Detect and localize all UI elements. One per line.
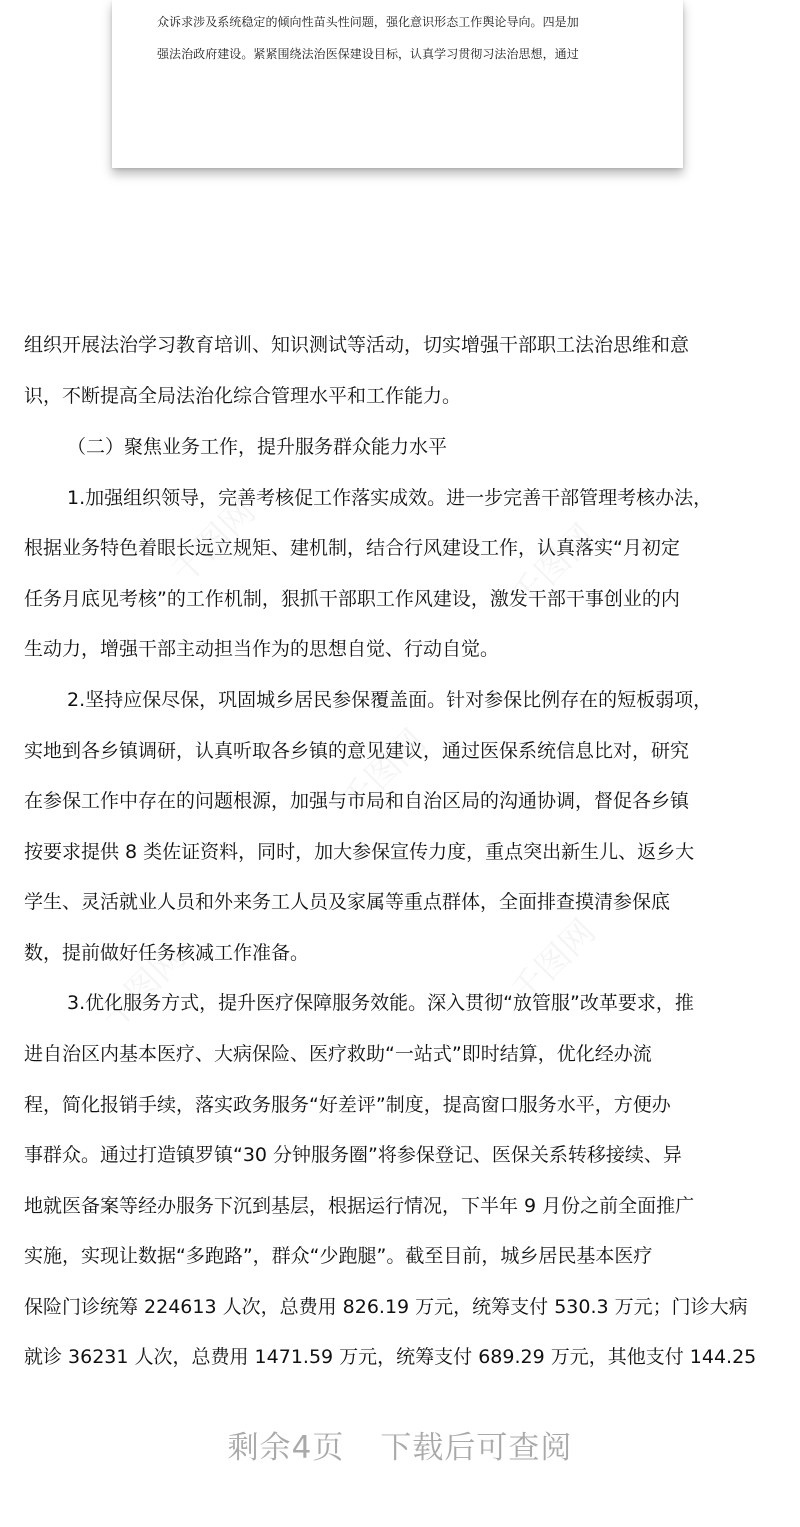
- document-line: 实施，实现让数据“多跑路”，群众“少跑腿”。截至目前，城乡居民基本医疗: [24, 1245, 653, 1267]
- document-line: 1.加强组织领导，完善考核促工作落实成效。进一步完善干部管理考核办法，: [67, 487, 713, 509]
- document-line: 根据业务特色着眼长远立规矩、建机制，结合行风建设工作，认真落实“月初定: [24, 537, 680, 559]
- document-line: 学生、灵活就业人员和外来务工人员及家属等重点群体，全面排查摸清参保底: [24, 891, 671, 913]
- preview-line: 强法治政府建设。紧紧围绕法治医保建设目标，认真学习贯彻习法治思想，通过: [157, 47, 579, 61]
- document-line: 地就医备案等经办服务下沉到基层，根据运行情况，下半年 9 月份之前全面推广: [24, 1195, 695, 1217]
- document-line: 程，简化报销手续，落实政务服务“好差评”制度，提高窗口服务水平，方便办: [24, 1094, 671, 1116]
- document-line: 实地到各乡镇调研，认真听取各乡镇的意见建议，通过医保系统信息比对，研究: [24, 740, 690, 762]
- remaining-pages-label: 剩余4页: [227, 1430, 345, 1466]
- document-line: 数，提前做好任务核减工作准备。: [24, 942, 310, 964]
- document-line: 按要求提供 8 类佐证资料，同时，加大参保宣传力度，重点突出新生儿、返乡大: [24, 841, 695, 863]
- remaining-pages-notice[interactable]: [0, 1428, 800, 1468]
- document-line: 3.优化服务方式，提升医疗保障服务效能。深入贯彻“放管服”改革要求，推: [67, 992, 694, 1014]
- document-line: 2.坚持应保尽保，巩固城乡居民参保覆盖面。针对参保比例存在的短板弱项，: [67, 689, 713, 711]
- preview-page-card: [112, 0, 683, 168]
- preview-line: 众诉求涉及系统稳定的倾向性苗头性问题，强化意识形态工作舆论导向。四是加: [157, 15, 579, 29]
- document-line: 保险门诊统筹 224613 人次，总费用 826.19 万元，统筹支付 530.3 万元；门诊大病: [24, 1296, 748, 1318]
- section-heading: （二）聚焦业务工作，提升服务群众能力水平: [67, 436, 448, 458]
- document-line: 在参保工作中存在的问题根源，加强与市局和自治区局的沟通协调，督促各乡镇: [24, 790, 690, 812]
- download-to-view-label: 下载后可查阅: [380, 1430, 573, 1466]
- document-line: 就诊 36231 人次，总费用 1471.59 万元，统筹支付 689.29 万元，其他支付 144.25: [24, 1346, 757, 1368]
- document-line: 识，不断提高全局法治化综合管理水平和工作能力。: [24, 385, 462, 407]
- document-line: 生动力，增强干部主动担当作为的思想自觉、行动自觉。: [24, 638, 500, 660]
- document-line: 组织开展法治学习教育培训、知识测试等活动，切实增强干部职工法治思维和意: [24, 334, 690, 356]
- document-line: 任务月底见考核”的工作机制，狠抓干部职工作风建设，激发干部干事创业的内: [24, 588, 680, 610]
- document-line: 事群众。通过打造镇罗镇“30 分钟服务圈”将参保登记、医保关系转移接续、异: [24, 1144, 682, 1166]
- document-line: 进自治区内基本医疗、大病保险、医疗救助“一站式”即时结算，优化经办流: [24, 1043, 652, 1065]
